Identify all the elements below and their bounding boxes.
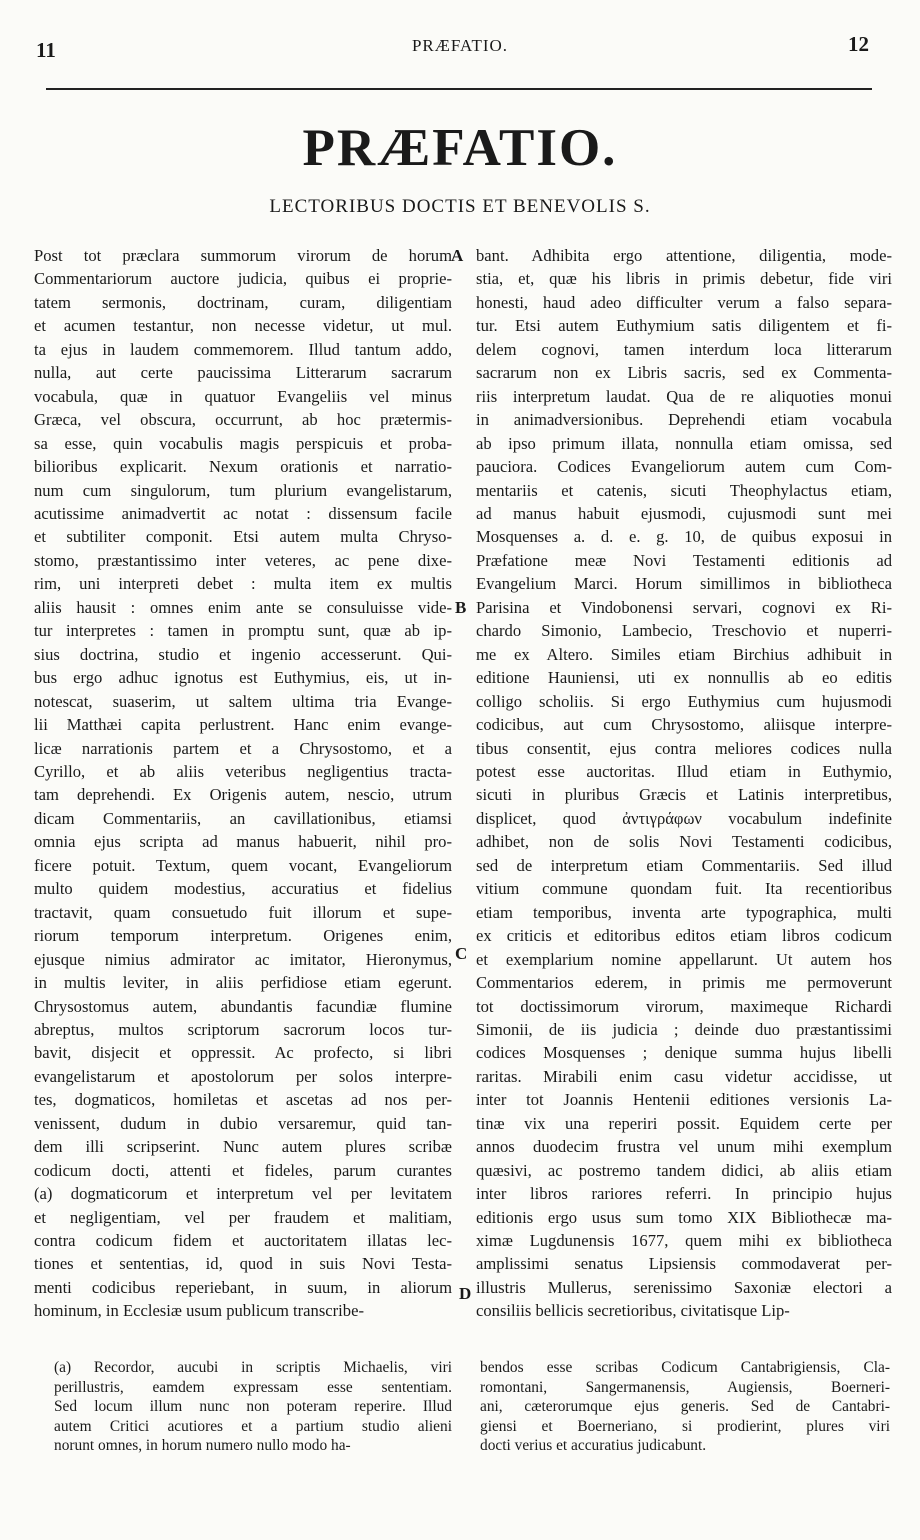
text-line: num cum singulorum, tum plurium evangelistarum, [34,480,452,500]
text-line: Evangelium Marci. Horum simillimos in bibliotheca [476,574,892,594]
text-line: mentariis et catenis, sicuti Theophylactus etiam, [476,480,892,500]
running-title: PRÆFATIO. [411,36,509,55]
footnote-line: Sed locum illum nunc non poteram reperire. Illud [54,1398,452,1416]
text-line: consiliis bellicis secretioribus, civitatisque Lip- [476,1301,790,1321]
header-rule [46,88,872,90]
text-line: aliis hausit : omnes enim ante se consuluisse vide- [34,597,452,617]
text-line: tur. Etsi autem Euthymium satis diligentem et fi- [476,316,892,336]
text-line: acutissime animadvertit ac notat : dissensum facile [34,503,452,523]
page-number-left: 11 [36,38,56,62]
text-line: bavit, disjecit et oppressit. Ac profecto, si libri [34,1043,452,1063]
text-line: editionis ergo usus sum tomo XIX Bibliothecæ ma- [476,1207,892,1227]
text-line: Parisina et Vindobonensi servari, cognovi ex Ri- [476,597,892,617]
text-line: licæ narrationis partem et a Chrysostomo, et a [34,738,452,758]
text-line: Cyrillo, et ab aliis veteribus negligentius tracta- [34,761,452,781]
text-line: abreptus, multos scriptorum sacrorum locos tur- [34,1019,452,1039]
text-line: bilioribus explicarit. Nexum orationis et narratio- [34,457,452,477]
text-line: tinæ vix una reperiri possit. Equidem certe per [476,1113,892,1133]
text-line: menti codicibus reperiebant, in suum, in aliorum [34,1277,452,1297]
text-line: editione Hauniensi, uti ex nonnullis ab eo editis [476,668,892,688]
footnote-line: romontani, Sangermanensis, Augiensis, Boerneri- [480,1378,890,1396]
text-line: riis interpretum laudat. Qua de re aliquoties monui [476,386,892,406]
text-line: raritas. Mirabili enim casu videtur accidisse, ut [476,1066,892,1086]
text-line: delem cognovi, tamen interdum loca litterarum [476,339,892,359]
text-line: tiones et sententias, id, quod in suis Novi Testa- [34,1254,452,1274]
text-line: adhibet, non de solis Novi Testamenti codicibus, [476,832,892,852]
text-line: colligo scholiis. Si ergo Euthymius cum hujusmodi [476,691,892,711]
footnote-line: autem Critici acutiores et a partium studio alieni [54,1417,452,1435]
footnote-line: norunt omnes, in horum numero nullo modo ha- [54,1437,351,1455]
footnote-line: ani, cæterorumque ejus generis. Sed de Cantabri- [480,1398,890,1416]
text-line: venissent, dudum in dubio versaremur, quid tan- [34,1113,452,1133]
text-line: sacrarum non ex Libris sacris, sed ex Commenta- [476,363,892,383]
page-number-right: 12 [848,32,869,56]
footnote-line: (a) Recordor, aucubi in scriptis Michaelis, viri [54,1359,452,1376]
text-line: amplissimi senatus Lipsiensis commodaverat per- [476,1254,892,1274]
text-line: riorum temporum interpretum. Origenes enim, [34,926,452,946]
text-line: vitium commune quondam fuit. Ita recentioribus [476,879,892,899]
text-line: ficere potuit. Textum, quem vocant, Evangeliorum [34,855,452,875]
text-line: etiam temporibus, inventa arte typographica, multi [476,902,892,922]
footnote-line: giensi et Boerneriano, si prodierint, plures viri [480,1417,890,1435]
text-line: nulla, aut certe paucissima Litterarum sacrarum [34,363,452,383]
text-line: ta ejus in laudem commemorem. Illud tantum addo, [34,339,452,359]
text-line: sed de interpretum etiam Commentariis. Sed illud [476,855,892,875]
footnote-right [480,1358,890,1456]
text-line: dicam Commentariis, an cavillationibus, etiamsi [34,808,452,828]
text-line: bant. Adhibita ergo attentione, diligentia, mode- [476,246,892,265]
text-line: codices Mosquenses ; denique summa hujus libelli [476,1043,892,1063]
text-line: codicibus, aut cum Chrysostomo, aliisque interpre- [476,715,892,735]
text-line: et subtiliter componit. Etsi autem multa Chryso- [34,527,452,547]
text-line: ex criticis et editoribus editos etiam libros codicum [476,926,892,946]
text-line: in animadversionibus. Deprehendi etiam vocabula [476,410,892,430]
text-line: Post tot præclara summorum virorum de horum [34,246,452,265]
text-line: tam deprehendi. Ex Origenis autem, nescio, utrum [34,785,452,805]
footnote-left [54,1358,452,1456]
text-line: rim, uni interpreti debet : multa item ex multis [34,574,452,594]
text-line: sa esse, quin vocabulis magis perspicuis et proba- [34,433,452,453]
text-line: ejusque nimius admirator ac imitator, Hieronymus, [34,949,452,969]
text-line: dem illi scripserint. Nunc autem plures scribæ [34,1137,452,1157]
text-line: multo quidem modestius, accuratius et fidelius [34,879,452,899]
page-header [0,0,920,100]
text-line: quæsivi, ac postremo tandem didici, ab aliis etiam [476,1160,892,1180]
footnote-line: perillustris, eamdem expressam esse sententiam. [54,1378,452,1396]
text-line: ad manus habuit ejusmodi, cujusmodi sunt mei [476,503,892,523]
text-line: tractavit, quam consuetudo fuit illorum et supe- [34,902,452,922]
text-line: tot doctissimorum virorum, maximeque Richardi [476,996,892,1016]
section-marker-c: C [455,944,468,963]
footnote-line: bendos esse scribas Codicum Cantabrigiensis, Cla- [480,1359,890,1376]
left-column [34,244,452,1323]
dedication-line: LECTORIBUS DOCTIS ET BENEVOLIS S. [269,196,651,217]
text-line: ximæ Lugdunensis 1677, quem mihi ex bibliotheca [476,1231,892,1251]
text-line: inter tot Joannis Hentenii editiones versionis La- [476,1090,892,1110]
section-marker-d: D [459,1284,472,1303]
text-line: inter libros rariores referri. In principio hujus [476,1184,892,1204]
text-line: annos duodecim frustra vel unum mihi exemplum [476,1137,892,1157]
text-line: pauciora. Codices Evangeliorum autem cum Com- [476,457,892,477]
text-line: Græca, vel obscura, occurrunt, ab hoc prætermis- [34,410,452,430]
text-line: chardo Simonio, Lambecio, Treschovio et nuperri- [476,621,892,641]
text-line: Simonii, de iis judicia ; deinde duo præstantissimi [476,1019,892,1039]
text-line: sius doctrina, studio et ingenio accesserunt. Qui- [34,644,452,664]
text-line: Chrysostomus autem, abundantis facundiæ flumine [34,996,452,1016]
section-marker-a: A [451,246,464,265]
text-line: in multis leviter, in aliis perfidiose etiam egerunt. [34,973,452,993]
right-column [476,244,892,1323]
text-line: stomo, præstantissimo inter veteres, ac pene dixe- [34,550,452,570]
text-line: hominum, in Ecclesiæ usum publicum transcribe- [34,1301,364,1321]
text-line: tatem sermonis, doctrinam, curam, diligentiam [34,292,452,312]
text-line: tes, dogmaticos, homiletas et ascetas ad nos per- [34,1090,452,1110]
text-line: displicet, quod ἀντιγράφων vocabulum indefinite [476,808,892,828]
text-line: codicum docti, attenti et fideles, parum curantes [34,1160,452,1180]
text-line: honesti, haud adeo difficulter verum a falso separa- [476,292,892,312]
text-line: omnia ejus scripta ad manus habuerit, nihil pro- [34,832,452,852]
text-line: ab ipso primum illata, nonnulla etiam omissa, sed [476,433,892,453]
text-line: stia, et, quæ his libris in primis debetur, fide viri [476,269,892,289]
text-line: et negligentiam, vel per fraudem et malitiam, [34,1207,452,1227]
text-line: notescat, suaserim, ut saltem ultima tria Evange- [34,691,452,711]
text-line: evangelistarum et apostolorum per solos interpre- [34,1066,452,1086]
text-line: illustris Mullerus, serenissimo Saxoniæ electori a [476,1277,892,1297]
text-line: Commentarios ederem, in primis me permoverunt [476,973,892,993]
text-line: sicuti in pluribus Græcis et Latinis interpretibus, [476,785,892,805]
text-line: tur interpretes : tamen in promptu sunt, quæ ab ip- [34,621,452,641]
text-line: bus ergo adhuc ignotus est Euthymius, eis, ut in- [34,668,452,688]
text-line: vocabula, quæ in quatuor Evangeliis vel minus [34,386,452,406]
text-line: lii Matthæi capita perlustrent. Hanc enim evange- [34,715,452,735]
section-marker-b: B [455,598,467,617]
text-line: Præfatione meæ Novi Testamenti editionis ad [476,550,892,570]
text-line: Commentariorum auctore judicia, quibus ei proprie- [34,269,452,289]
text-line: me ex Altero. Similes etiam Birchius adhibuit in [476,644,892,664]
text-line: Mosquenses a. d. e. g. 10, de quibus exposui in [476,527,892,547]
text-line: tibus consentit, ejus contra meliores codices nulla [476,738,892,758]
text-line: et acumen testantur, non necesse videtur, ut mul. [34,316,452,336]
text-line: potest esse auctoritas. Illud etiam in Euthymio, [476,761,892,781]
text-line: et exemplarium nomine appellarunt. Ut autem hos [476,949,892,969]
text-line: (a) dogmaticorum et interpretum vel per levitatem [34,1184,452,1204]
page-title: PRÆFATIO. [302,119,618,177]
text-line: contra codicum fidem et auctoritatem illatas lec- [34,1231,452,1251]
footnote-line: docti verius et accuratius judicabunt. [480,1437,707,1455]
